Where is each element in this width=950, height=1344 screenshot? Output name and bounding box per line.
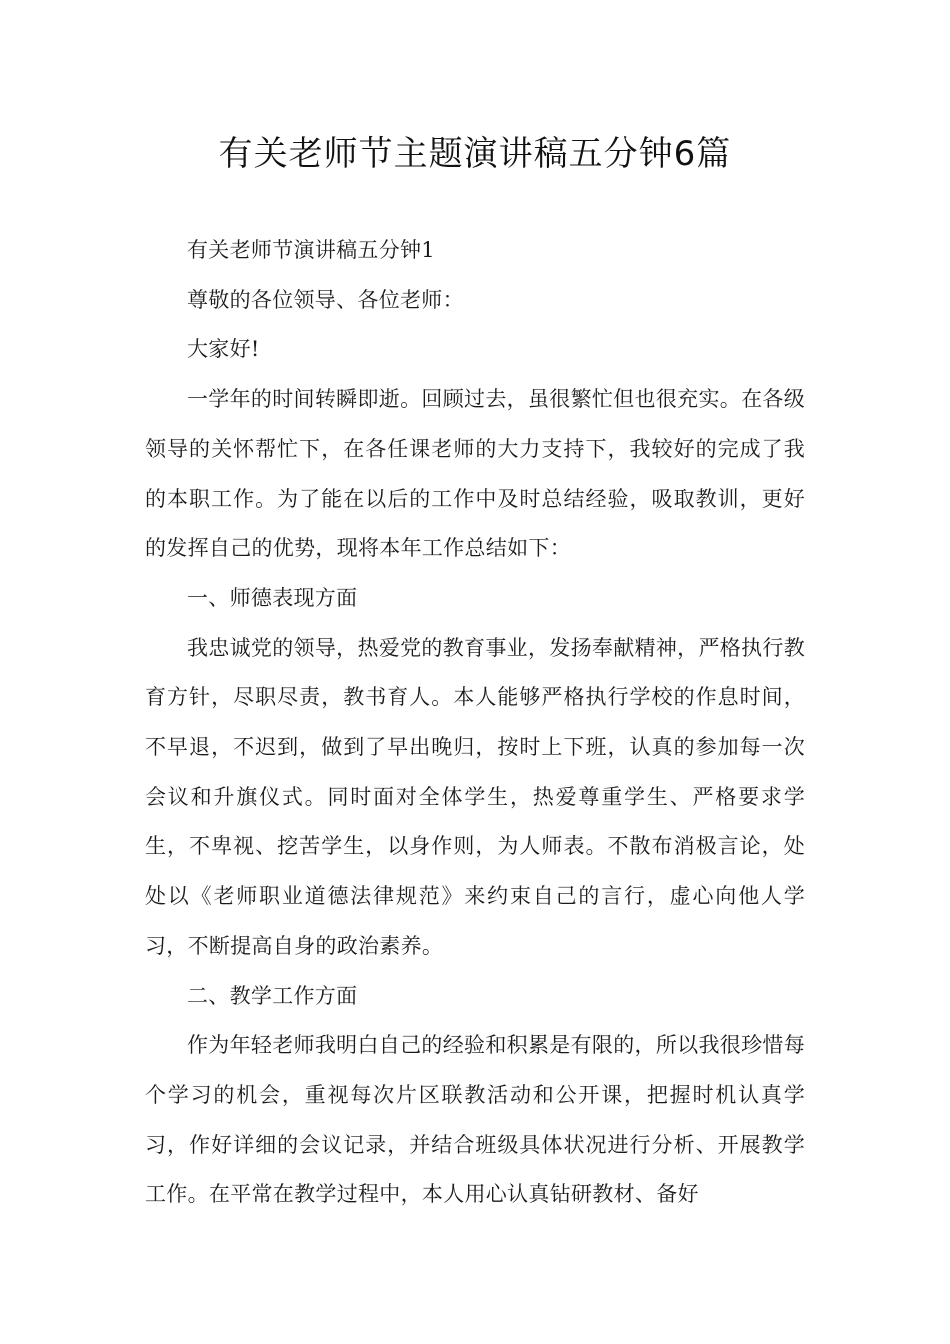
section-heading-teaching: 二、教学工作方面: [187, 983, 358, 1008]
paragraph-intro: 一学年的时间转瞬即逝。回顾过去，虽很繁忙但也很充实。在各级领导的关怀帮忙下，在各任课老师的大力支持下，我较好的完成了我的本职工作。为了能在以后的工作中及时总结经验，吸取教训，更好的发挥自己的优势，现将本年工作总结如下：: [145, 387, 805, 561]
paragraph-ethics: 我忠诚党的领导，热爱党的教育事业，发扬奉献精神，严格执行教育方针，尽职尽责，教书育人。本人能够严格执行学校的作息时间，不早退，不迟到，做到了早出晚归，按时上下班，认真的参加每一次会议和升旗仪式。同时面对全体学生，热爱尊重学生、严格要求学生，不卑视、挖苦学生，以身作则，为人师表。不散布消极言论，处处以《老师职业道德法律规范》来约束自己的言行，虚心向他人学习，不断提高自身的政治素养。: [145, 635, 805, 958]
paragraph-salutation: 尊敬的各位领导、各位老师：: [187, 287, 464, 312]
paragraph-speech-heading: 有关老师节演讲稿五分钟1: [187, 238, 435, 262]
section-heading-ethics: 一、师德表现方面: [187, 585, 358, 610]
paragraph-greeting: 大家好!: [187, 337, 260, 362]
document-title: 有关老师节主题演讲稿五分钟6篇: [218, 134, 732, 174]
document-body: [145, 226, 805, 1220]
paragraph-teaching: 作为年轻老师我明白自己的经验和积累是有限的，所以我很珍惜每个学习的机会，重视每次片区联教活动和公开课，把握时机认真学习，作好详细的会议记录，并结合班级具体状况进行分析、开展教学工作。在平常在教学过程中，本人用心认真钻研教材、备好: [145, 1033, 805, 1207]
